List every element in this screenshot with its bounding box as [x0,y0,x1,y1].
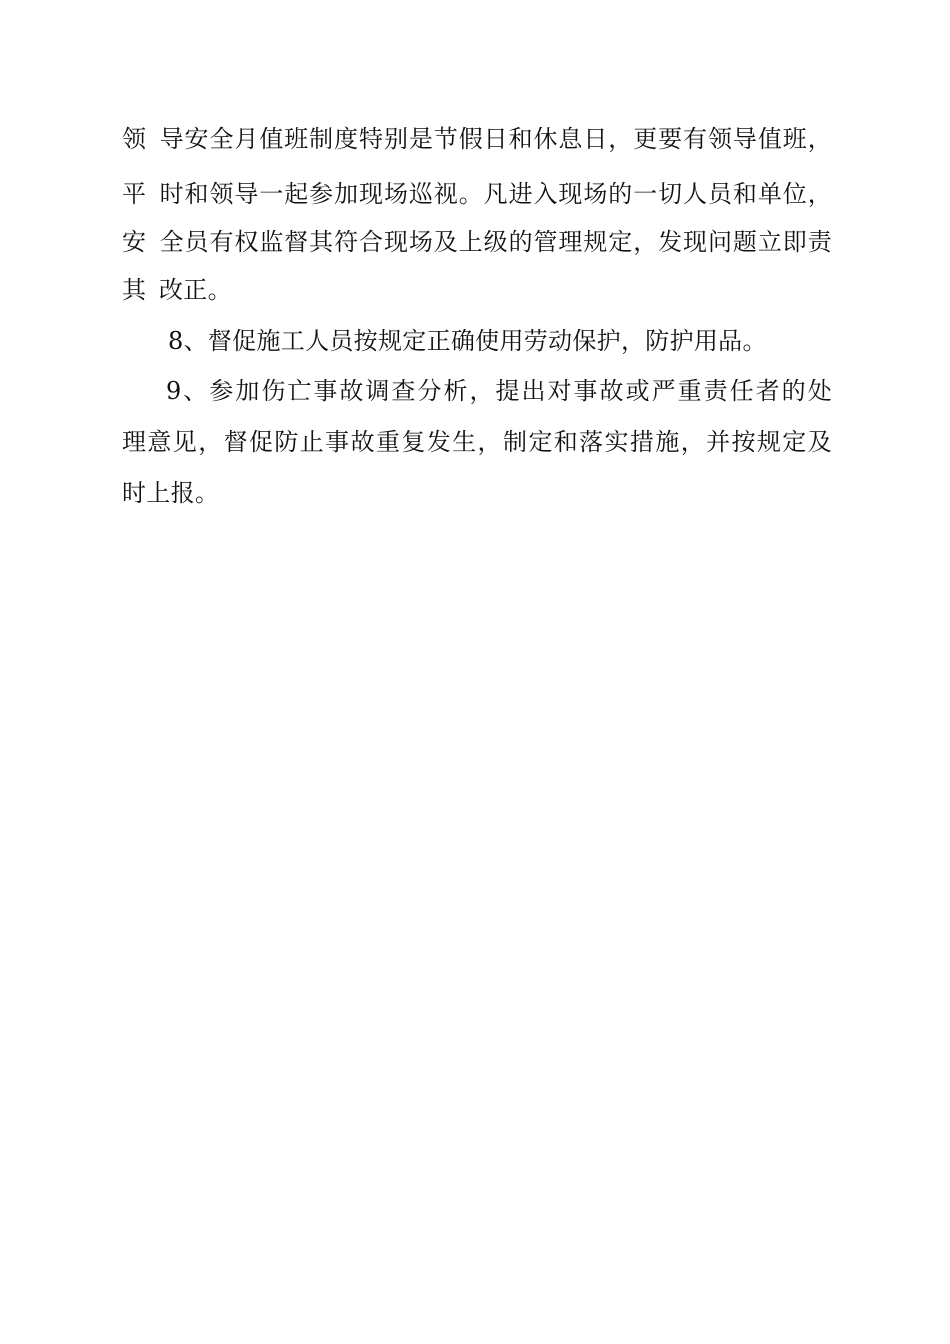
paragraph-line [122,174,832,214]
line-text: 导安全月值班制度特别是节假日和休息日，更要有领导值班， [159,125,832,153]
paragraph-line [122,222,832,262]
paragraph-line [122,119,832,159]
list-item-8: 8、督促施工人员按规定正确使用劳动保护，防护用品。 [168,327,767,355]
line-text: 全员有权监督其符合现场及上级的管理规定，发现问题立即责 [159,228,832,256]
line-head-char: 其 [122,276,147,304]
list-item-9-line: 9、参加伤亡事故调查分析，提出对事故或严重责任者的处 [166,377,832,405]
line-head-char: 平 [122,180,147,208]
paragraph-line [122,270,832,310]
line-head-char: 安 [122,228,147,256]
list-item-9-line: 时上报。 [122,479,220,507]
list-item-9-line: 理意见，督促防止事故重复发生，制定和落实措施，并按规定及 [122,428,832,456]
line-text: 改正。 [159,276,232,304]
line-head-char: 领 [122,125,147,153]
line-text: 时和领导一起参加现场巡视。凡进入现场的一切人员和单位， [159,180,832,208]
